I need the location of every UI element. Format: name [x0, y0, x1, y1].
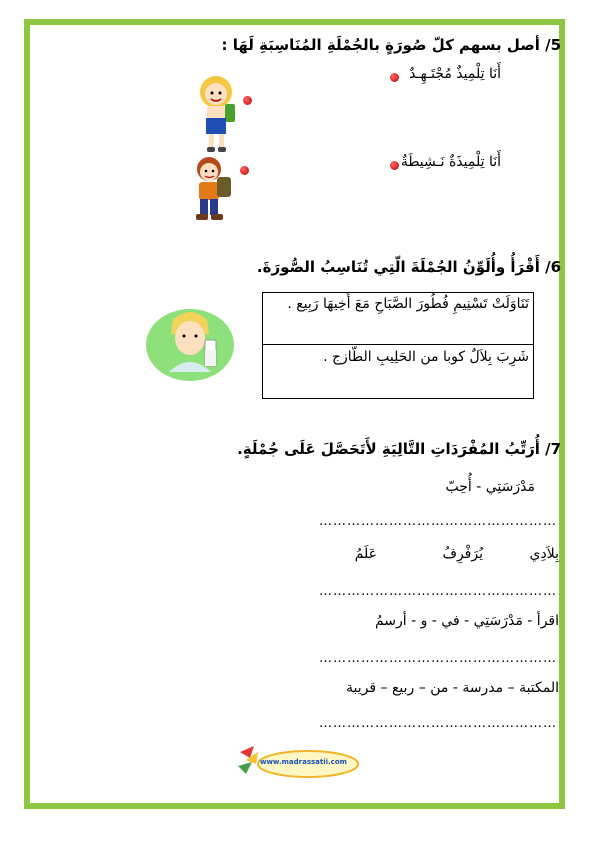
exercise5-title: 5/ أصل بسهم كلّ صُورَةٍ بالجُمْلَةِ المُنَاسِبَةِ لَهَا : [221, 36, 561, 54]
connect-dot-boy[interactable] [240, 166, 249, 175]
box-divider [263, 344, 533, 345]
exercise7-row1: مَدْرَسَتِي - أُحِبّ [445, 479, 535, 495]
connect-dot-sentence1[interactable] [390, 73, 399, 82]
footer-site[interactable]: www.madrassatii.com [260, 758, 347, 766]
exercise7-row2-word2: يُرَفْرِفُ [442, 546, 483, 562]
answer-line-3[interactable]: …………………………………………… [319, 651, 557, 666]
exercise6-sentence2[interactable]: شَرِبَ بِلاَلٌ كوبا من الحَلِيبِ الطّازج . [323, 349, 529, 365]
exercise7-row3: اقرأ - مَدْرَسَتِي - في - و - أرسمُ [374, 613, 559, 629]
schoolgirl-illustration [192, 70, 242, 154]
connect-dot-sentence2[interactable] [390, 161, 399, 170]
answer-line-2[interactable]: …………………………………………… [319, 584, 557, 599]
exercise7-row2-word3: عَلَمُ [354, 546, 377, 562]
madrassatii-logo [236, 744, 361, 780]
exercise5-sentence2: أَنَا تِلْمِيذَةٌ نَـشِيطَةٌ [400, 154, 501, 170]
exercise7-row4: المكتبة – مدرسة - من – ربيع – قريبة [346, 680, 559, 696]
exercise6-title: 6/ أَقْرَأُ وأُلَوِّنُ الجُمْلَةَ الّتِي تُنَاسِبُ الصُّورَةَ. [256, 258, 561, 276]
answer-line-4[interactable]: …………………………………………… [319, 716, 557, 731]
connect-dot-girl[interactable] [243, 96, 252, 105]
exercise7-title: 7/ أُرَتِّبُ المُفْرَدَاتِ التَّالِيَةِ لأَتَحَصَّلَ عَلَى جُمْلَةٍ. [237, 440, 561, 458]
schoolboy-illustration [189, 153, 239, 225]
exercise5-sentence1: أَنَا تِلْمِيذٌ مُجْتَـهِـدٌ [409, 66, 501, 82]
answer-line-1[interactable]: …………………………………………… [319, 514, 557, 529]
exercise7-row2-word1: بِلاَدِي [529, 546, 559, 562]
boy-drinking-milk-illustration [145, 300, 235, 382]
exercise6-sentence1[interactable]: تَنَاوَلَتْ تَسْنِيمِ فُطُورَ الصَّبَاحِ مَعَ أَخِيهَا رَبِيع . [287, 296, 529, 312]
